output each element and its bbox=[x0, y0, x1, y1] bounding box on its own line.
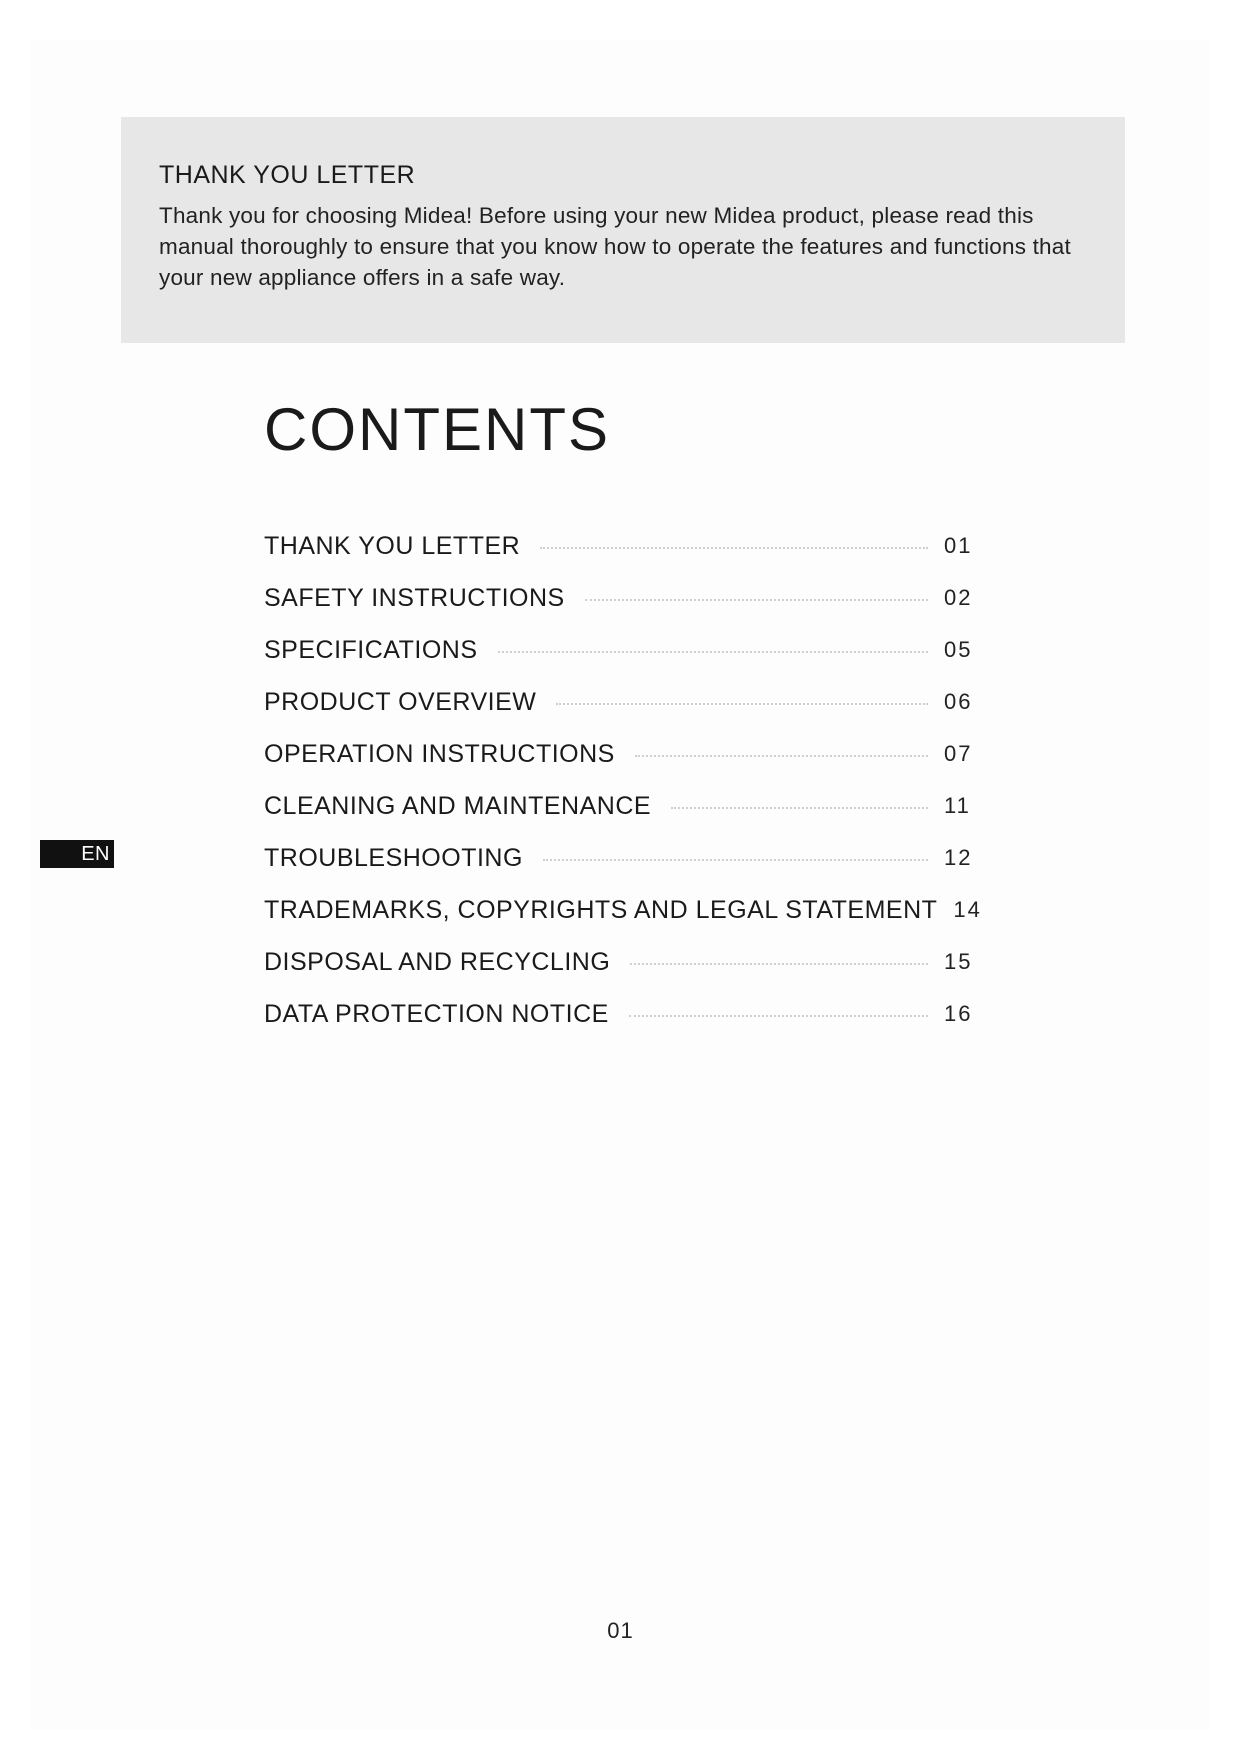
toc-item-page: 16 bbox=[944, 1001, 973, 1026]
toc-item-label: OPERATION INSTRUCTIONS bbox=[264, 739, 615, 768]
toc-dot-leader bbox=[671, 807, 928, 809]
toc-item-disposal-and-recycling[interactable] bbox=[264, 936, 984, 988]
page-number: 01 bbox=[607, 1618, 634, 1643]
toc-item-page: 06 bbox=[944, 689, 973, 714]
toc-item-label: DATA PROTECTION NOTICE bbox=[264, 999, 609, 1028]
toc-item-troubleshooting[interactable] bbox=[264, 832, 984, 884]
toc-item-page: 12 bbox=[944, 845, 973, 870]
toc-dot-leader bbox=[498, 651, 928, 653]
toc-item-page: 05 bbox=[944, 637, 973, 662]
toc-item-page: 11 bbox=[944, 793, 971, 818]
toc-item-page: 14 bbox=[953, 897, 982, 922]
thank-you-title: THANK YOU LETTER bbox=[159, 161, 416, 189]
toc-item-safety-instructions[interactable] bbox=[264, 572, 984, 624]
toc-item-page: 07 bbox=[944, 741, 973, 766]
toc-item-cleaning-and-maintenance[interactable] bbox=[264, 780, 984, 832]
toc-item-label: THANK YOU LETTER bbox=[264, 531, 521, 560]
toc-item-page: 01 bbox=[944, 533, 973, 558]
toc-dot-leader bbox=[630, 963, 928, 965]
toc-dot-leader bbox=[629, 1015, 928, 1017]
toc-item-label: TROUBLESHOOTING bbox=[264, 843, 523, 872]
toc-item-page: 02 bbox=[944, 585, 973, 610]
toc-item-label: TRADEMARKS, COPYRIGHTS AND LEGAL STATEMENT bbox=[264, 895, 938, 924]
toc-dot-leader bbox=[540, 547, 928, 549]
toc-dot-leader bbox=[543, 859, 928, 861]
toc-item-specifications[interactable] bbox=[264, 624, 984, 676]
toc-item-label: DISPOSAL AND RECYCLING bbox=[264, 947, 611, 976]
toc-item-label: CLEANING AND MAINTENANCE bbox=[264, 791, 652, 820]
toc-item-label: SPECIFICATIONS bbox=[264, 635, 478, 664]
table-of-contents bbox=[264, 520, 984, 1040]
contents-title: CONTENTS bbox=[264, 396, 610, 463]
toc-item-page: 15 bbox=[944, 949, 973, 974]
toc-dot-leader bbox=[585, 599, 928, 601]
toc-dot-leader bbox=[556, 703, 928, 705]
thank-you-body: Thank you for choosing Midea! Before using your new Midea product, please read this manual thoroughly to ensure that you know how to operate the features and functions that your new appliance offers in a safe way. bbox=[159, 203, 1071, 290]
toc-item-product-overview[interactable] bbox=[264, 676, 984, 728]
toc-dot-leader bbox=[635, 755, 928, 757]
toc-item-label: SAFETY INSTRUCTIONS bbox=[264, 583, 565, 612]
toc-item-thank-you-letter[interactable] bbox=[264, 520, 984, 572]
toc-item-label: PRODUCT OVERVIEW bbox=[264, 687, 537, 716]
toc-item-operation-instructions[interactable] bbox=[264, 728, 984, 780]
toc-item-trademarks-copyrights-legal[interactable] bbox=[264, 884, 984, 936]
thank-you-letter-box bbox=[121, 117, 1125, 343]
language-tab: EN bbox=[40, 840, 114, 868]
toc-item-data-protection-notice[interactable] bbox=[264, 988, 984, 1040]
